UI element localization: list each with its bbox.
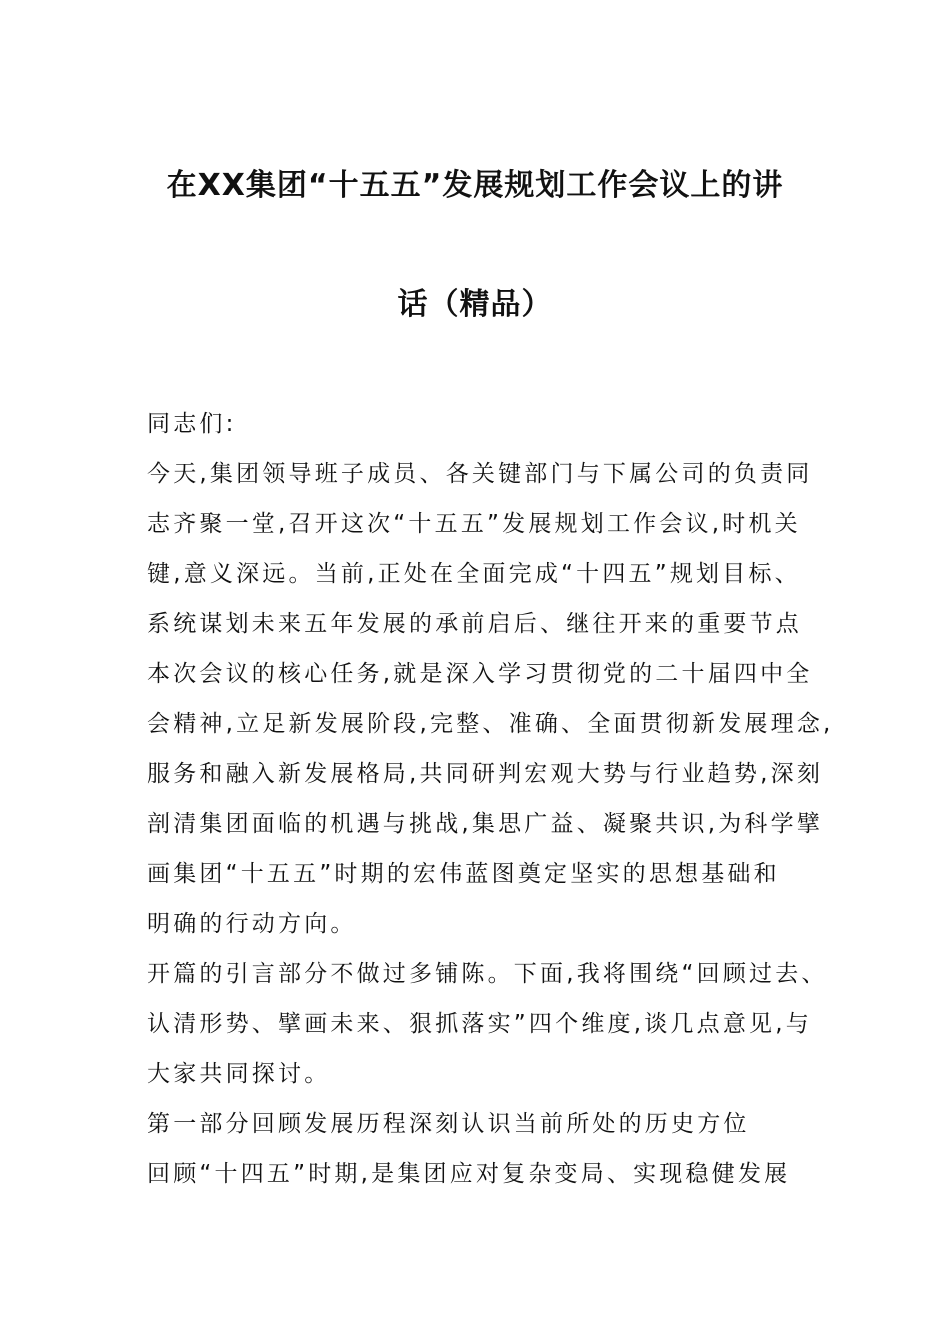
body-text-line: 服务和融入新发展格局,共同研判宏观大势与行业趋势,深刻 — [147, 761, 824, 787]
document-title-line-1: 在XX集团“十五五”发展规划工作会议上的讲 — [166, 168, 784, 203]
body-text-line: 画集团“十五五”时期的宏伟蓝图奠定坚实的思想基础和 — [147, 861, 780, 887]
salutation: 同志们: — [147, 411, 237, 437]
body-text-line: 大家共同探讨。 — [147, 1061, 331, 1087]
body-text-line: 志齐聚一堂,召开这次“十五五”发展规划工作会议,时机关 — [147, 511, 801, 537]
body-text-line: 开篇的引言部分不做过多铺陈。下面,我将围绕“回顾过去、 — [147, 961, 828, 987]
body-text-line: 明确的行动方向。 — [147, 911, 357, 937]
body-text-line: 剖清集团面临的机遇与挑战,集思广益、凝聚共识,为科学擘 — [147, 811, 824, 837]
body-text-line: 今天,集团领导班子成员、各关键部门与下属公司的负责同 — [147, 461, 813, 487]
body-text-line: 本次会议的核心任务,就是深入学习贯彻党的二十届四中全 — [147, 661, 813, 687]
body-text-line: 会精神,立足新发展阶段,完整、准确、全面贯彻新发展理念, — [147, 711, 834, 737]
body-text-line: 系统谋划未来五年发展的承前启后、继往开来的重要节点 — [147, 611, 802, 637]
document-title-line-2: 话（精品） — [397, 287, 553, 322]
body-text-line: 回顾“十四五”时期,是集团应对复杂变局、实现稳健发展 — [147, 1161, 791, 1187]
body-text-line: 认清形势、擘画未来、狠抓落实”四个维度,谈几点意见,与 — [147, 1011, 812, 1037]
body-text-line: 键,意义深远。当前,正处在全面完成“十四五”规划目标、 — [147, 561, 801, 587]
section-heading: 第一部分回顾发展历程深刻认识当前所处的历史方位 — [147, 1111, 750, 1137]
